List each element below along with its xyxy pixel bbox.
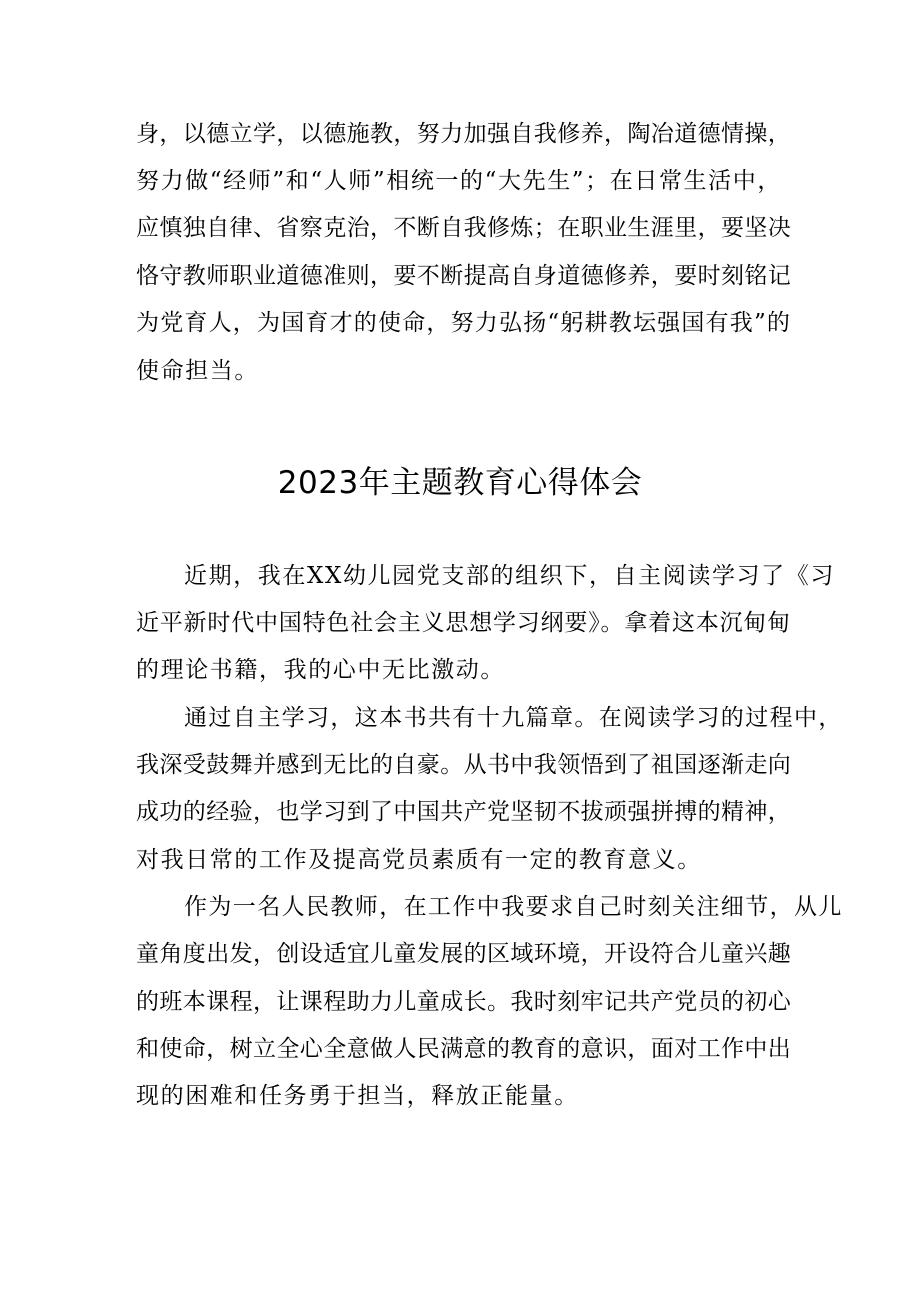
- text-line: 和使命，树立全心全意做人民满意的教育的意识，面对工作中出: [136, 1036, 792, 1062]
- text-line: 近平新时代中国特色社会主义思想学习纲要》。拿着这本沉甸甸: [136, 610, 791, 636]
- text-line: 为党育人，为国育才的使命，努力弘扬“躬耕教坛强国有我”的: [136, 310, 792, 336]
- text-line: 恪守教师职业道德准则，要不断提高自身道德修养，要时刻铭记: [136, 263, 792, 289]
- text-line: 身，以德立学，以德施教，努力加强自我修养，陶冶道德情操，: [136, 121, 792, 147]
- text-line: 的班本课程，让课程助力儿童成长。我时刻牢记共产党员的初心: [136, 989, 792, 1015]
- text-line: 童角度出发，创设适宜儿童发展的区域环境，开设符合儿童兴趣: [136, 941, 792, 967]
- text-line: 成功的经验，也学习到了中国共产党坚韧不拔顽强拼搏的精神，: [136, 799, 792, 825]
- text-line: 我深受鼓舞并感到无比的自豪。从书中我领悟到了祖国逐渐走向: [136, 752, 792, 778]
- text-line: 对我日常的工作及提高党员素质有一定的教育意义。: [136, 847, 702, 873]
- text-line: 现的困难和任务勇于担当，释放正能量。: [136, 1083, 579, 1109]
- text-line: 应慎独自律、省察克治，不断自我修炼；在职业生涯里，要坚决: [136, 215, 792, 241]
- text-line: 通过自主学习，这本书共有十九篇章。在阅读学习的过程中，: [184, 705, 843, 731]
- text-line: 近期，我在XX幼儿园党支部的组织下，自主阅读学习了《习: [184, 563, 835, 589]
- article-title: 2023年主题教育心得体会: [277, 465, 643, 501]
- text-line: 努力做“经师”和“人师”相统一的“大先生”；在日常生活中，: [136, 168, 782, 194]
- text-line: 的理论书籍，我的心中无比激动。: [136, 657, 505, 683]
- text-line: 作为一名人民教师，在工作中我要求自己时刻关注细节，从儿: [184, 894, 843, 920]
- text-line: 使命担当。: [136, 358, 259, 384]
